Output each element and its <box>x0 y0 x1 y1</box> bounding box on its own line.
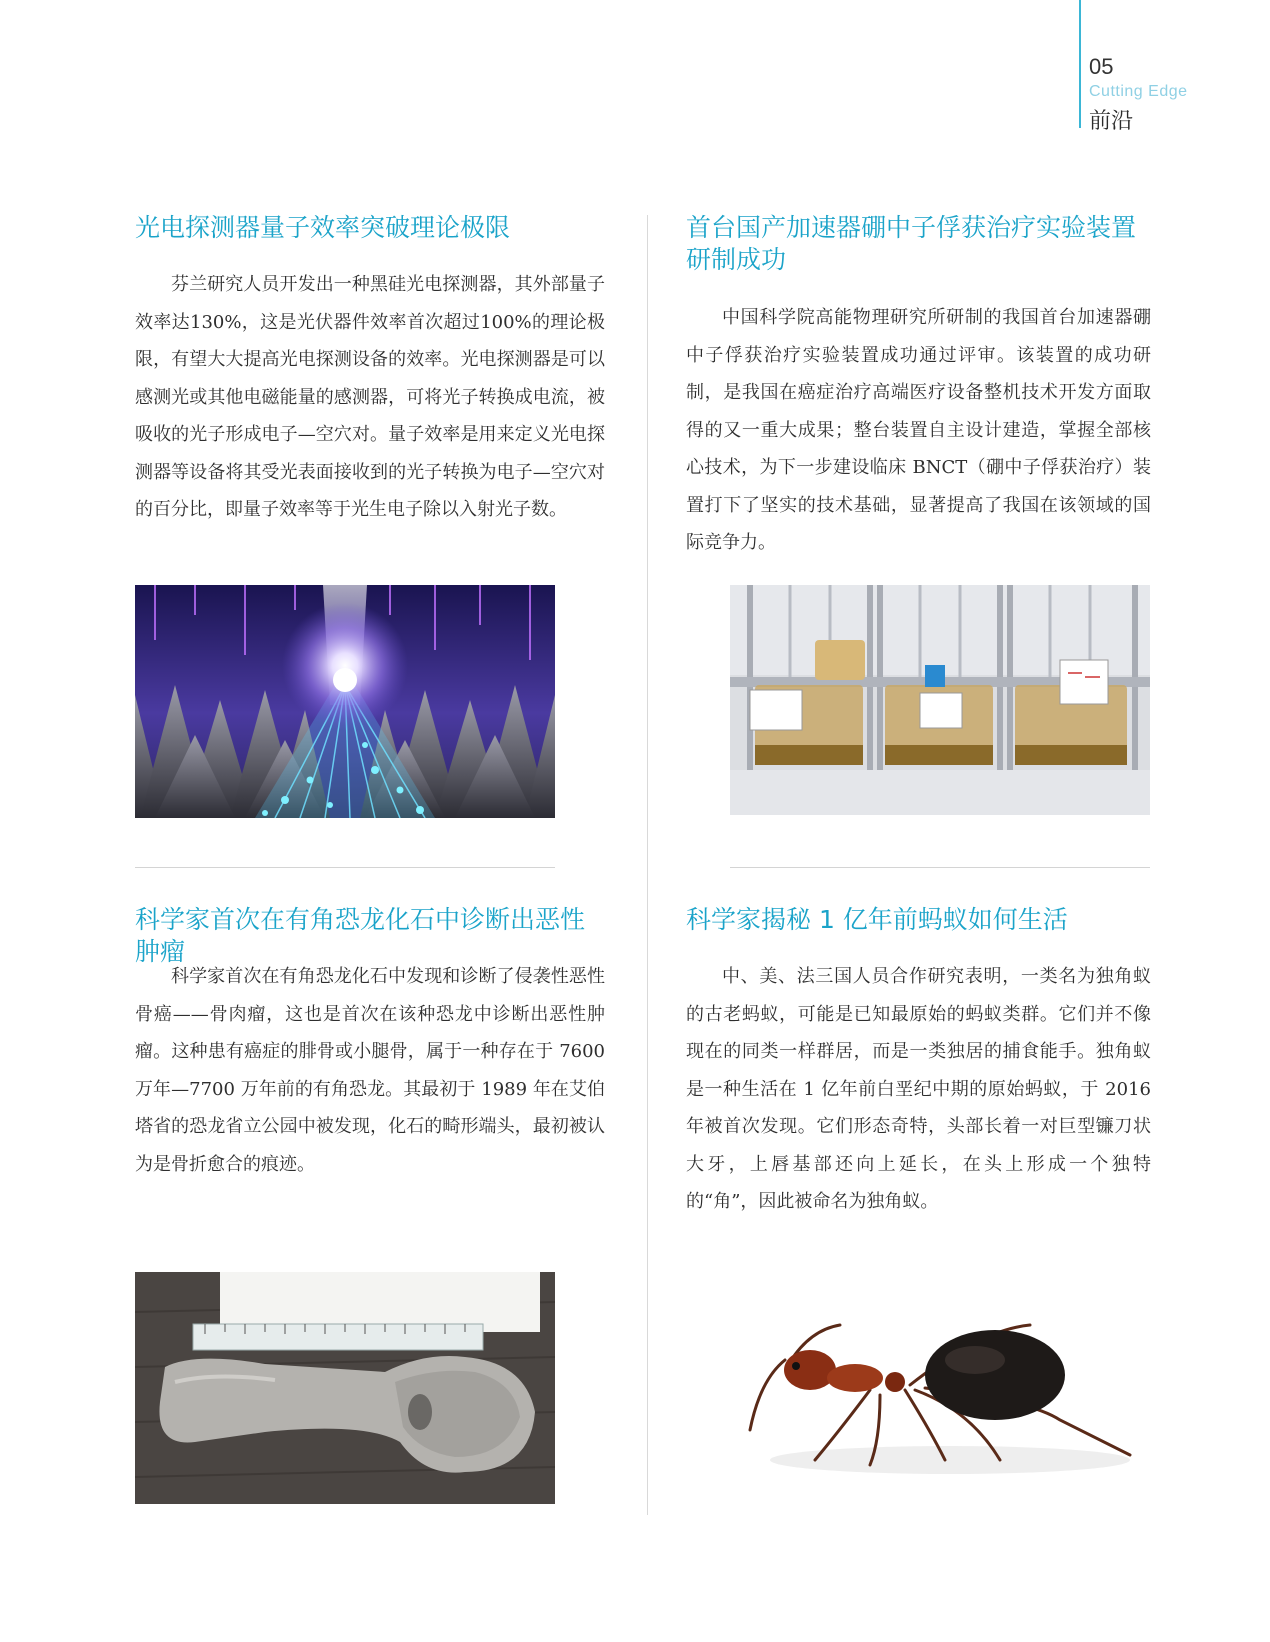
article-title-dinosaur: 科学家首次在有角恐龙化石中诊断出恶性肿瘤 <box>135 905 586 966</box>
article-title-photodetector: 光电探测器量子效率突破理论极限 <box>135 213 511 242</box>
ant-photo <box>730 1290 1150 1505</box>
section-name-english: Cutting Edge <box>1089 83 1188 100</box>
right-section-divider <box>730 867 1150 868</box>
article-body-bnct: 中国科学院高能物理研究所研制的我国首台加速器硼中子俘获治疗实验装置成功通过评审。该装置的成功研制，是我国在癌症治疗高端医疗设备整机技术开发方面取得的又一重大成果；整台装置自主设计建造，掌握全部核心技术，为下一步建设临床 BNCT（硼中子俘获治疗）装置打下了坚实的技术基础，显著提高了我国在该领域的国际竞争力。 <box>686 307 1151 553</box>
article-body-dinosaur: 科学家首次在有角恐龙化石中发现和诊断了侵袭性恶性骨癌——骨肉瘤，这也是首次在该种恐龙中诊断出恶性肿瘤。这种患有癌症的腓骨或小腿骨，属于一种存在于 7600 万年—7700 万年前的有角恐龙。其最初于 1989 年在艾伯塔省的恐龙省立公园中被发现，化石的畸形端头，最初被认为是骨折愈合的痕迹。 <box>135 966 605 1175</box>
section-name-chinese: 前沿 <box>1089 109 1134 134</box>
dinosaur-fibula-photo <box>135 1272 555 1504</box>
photodetector-illustration <box>135 585 555 818</box>
article-title-ant: 科学家揭秘 1 亿年前蚂蚁如何生活 <box>686 905 1068 934</box>
folio-rule <box>1079 0 1081 128</box>
page-number: 05 <box>1089 54 1114 79</box>
article-body-ant: 中、美、法三国人员合作研究表明，一类名为独角蚁的古老蚂蚁，可能是已知最原始的蚂蚁类群。它们并不像现在的同类一样群居，而是一类独居的捕食能手。独角蚁是一种生活在 1 亿年前白垩纪中期的原始蚂蚁，于 2016 年被首次发现。它们形态奇特，头部长着一对巨型镰刀状大牙，上唇基部还向上延长，在头上形成一个独特的“角”，因此被命名为独角蚁。 <box>686 966 1151 1212</box>
article-title-bnct: 首台国产加速器硼中子俘获治疗实验装置研制成功 <box>686 213 1137 274</box>
left-section-divider <box>135 867 555 868</box>
column-divider <box>647 215 648 1515</box>
bnct-lab-photo <box>730 585 1150 815</box>
article-body-photodetector: 芬兰研究人员开发出一种黑硅光电探测器，其外部量子效率达130%，这是光伏器件效率首次超过100%的理论极限，有望大大提高光电探测设备的效率。光电探测器是可以感测光或其他电磁能量的感测器，可将光子转换成电流，被吸收的光子形成电子—空穴对。量子效率是用来定义光电探测器等设备将其受光表面接收到的光子转换为电子—空穴对的百分比，即量子效率等于光生电子除以入射光子数。 <box>135 274 605 520</box>
